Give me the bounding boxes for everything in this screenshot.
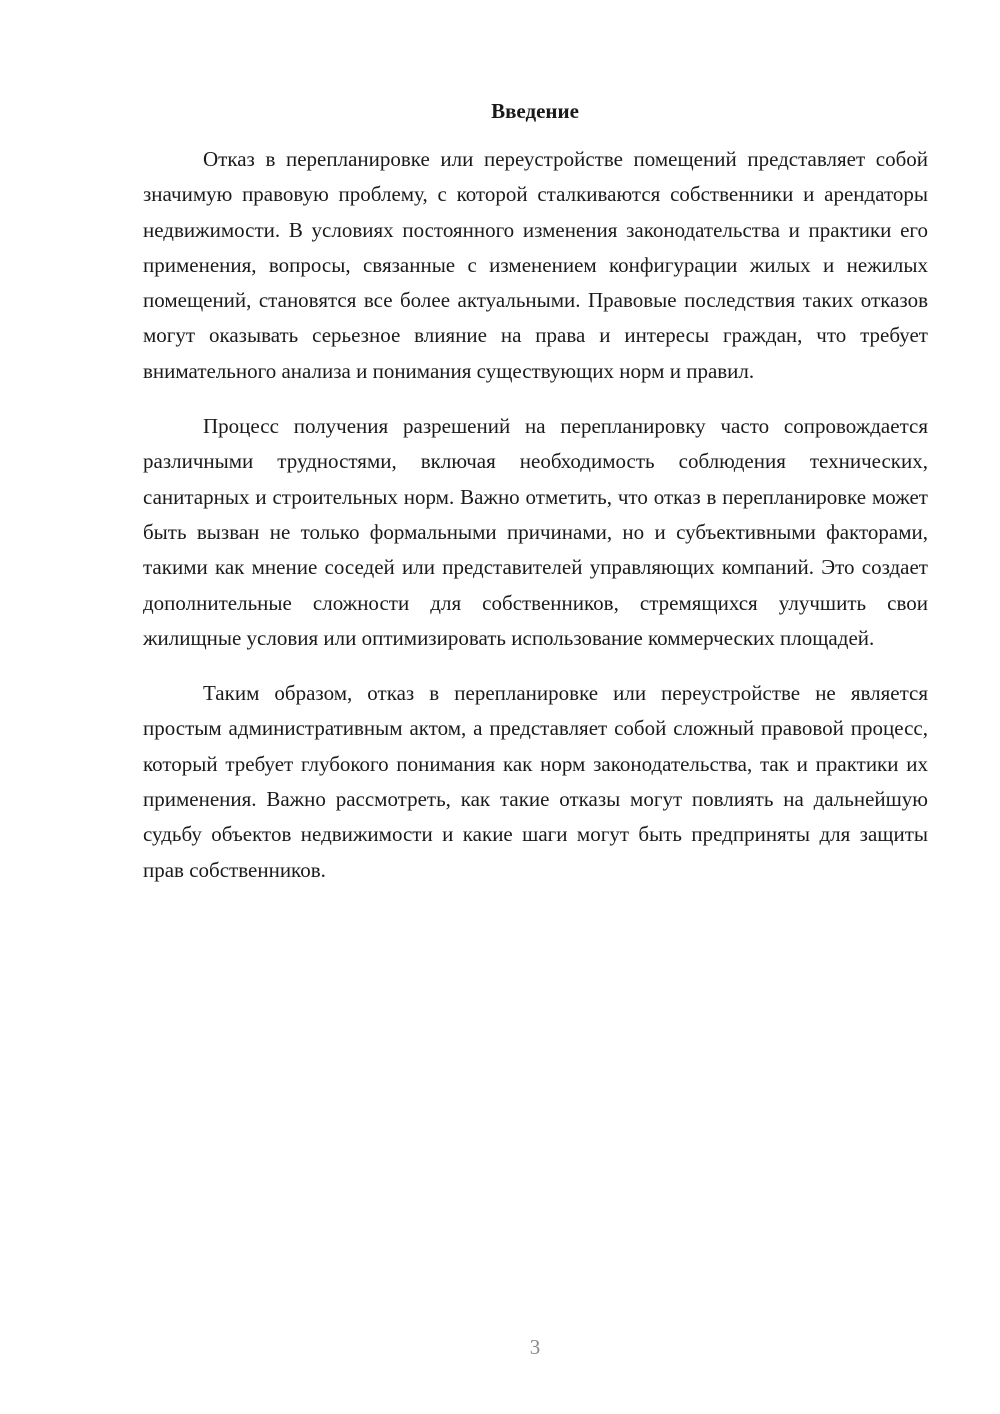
body-text — [143, 142, 928, 908]
page-number: 3 — [529, 1335, 541, 1359]
paragraph-3: Таким образом, отказ в перепланировке или переустройстве не является простым административным актом, а представляет собой сложный правовой процесс, который требует глубокого понимания как норм законодательства, так и практики их применения. Важно рассмотреть, как такие отказы могут повлиять на дальнейшую судьбу объектов недвижимости и какие шаги могут быть предприняты для защиты прав собственников. — [143, 681, 928, 882]
paragraph-1: Отказ в перепланировке или переустройстве помещений представляет собой значимую правовую проблему, с которой сталкиваются собственники и арендаторы недвижимости. В условиях постоянного изменения законодательства и практики его применения, вопросы, связанные с изменением конфигурации жилых и нежилых помещений, становятся все более актуальными. Правовые последствия таких отказов могут оказывать серьезное влияние на права и интересы граждан, что требует внимательного анализа и понимания существующих норм и правил. — [143, 147, 928, 383]
paragraph-2: Процесс получения разрешений на перепланировку часто сопровождается различными трудностями, включая необходимость соблюдения технических, санитарных и строительных норм. Важно отметить, что отказ в перепланировке может быть вызван не только формальными причинами, но и субъективными факторами, такими как мнение соседей или представителей управляющих компаний. Это создает дополнительные сложности для собственников, стремящихся улучшить свои жилищные условия или оптимизировать использование коммерческих площадей. — [143, 414, 928, 650]
page-title: Введение — [491, 99, 579, 123]
